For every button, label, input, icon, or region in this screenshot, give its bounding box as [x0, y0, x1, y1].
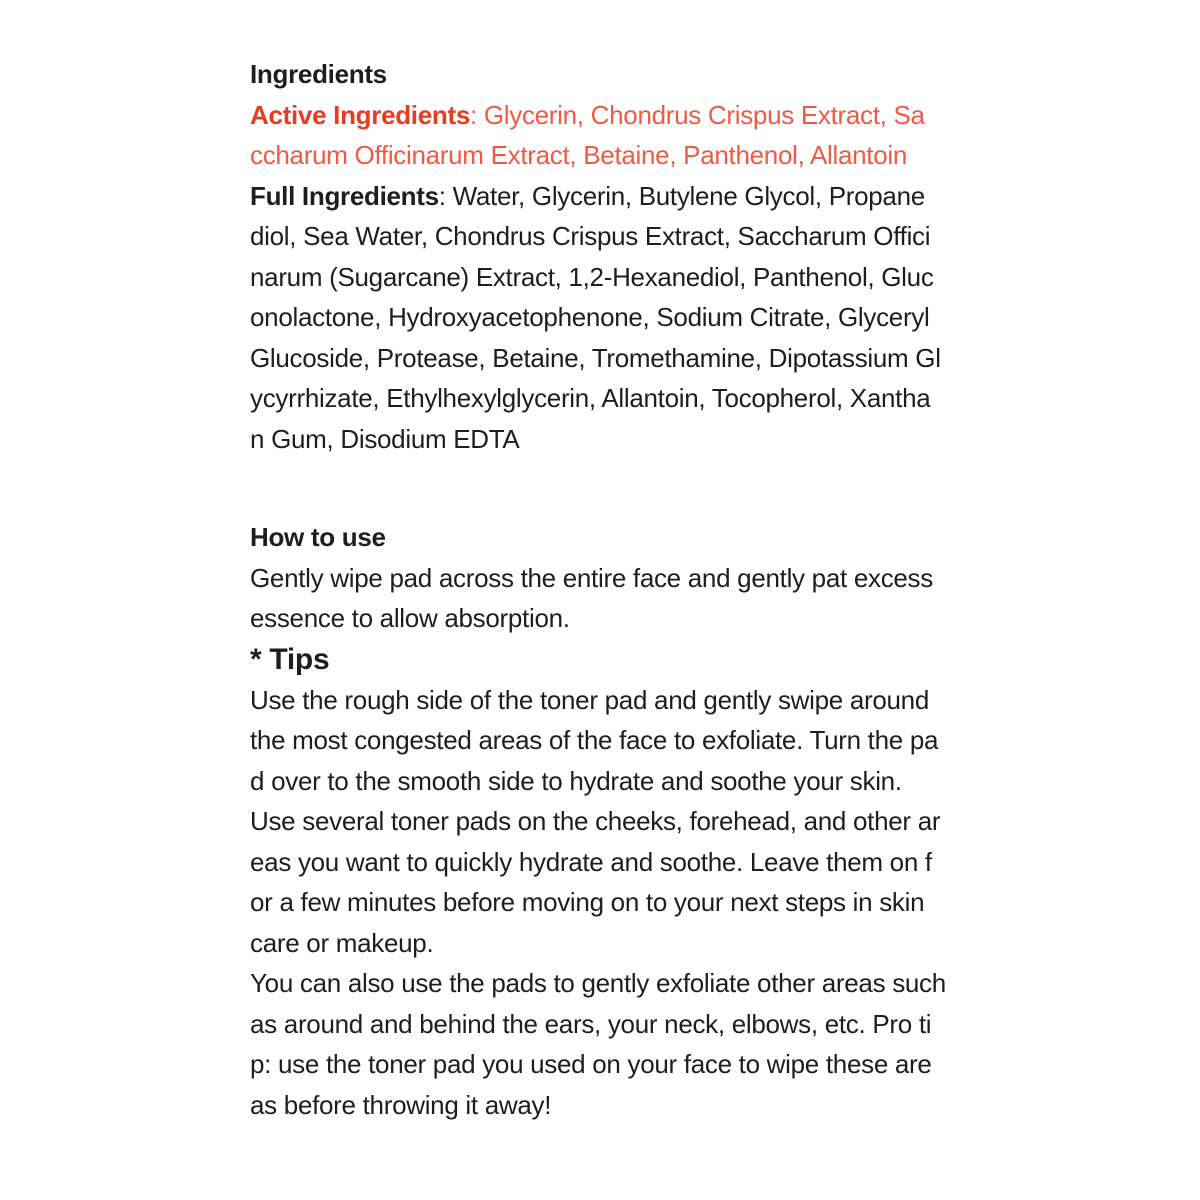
- tips-line: the most congested areas of the face to exfoliate. Turn the pa: [250, 725, 939, 755]
- tips-line: Use several toner pads on the cheeks, forehead, and other ar: [250, 806, 941, 836]
- ingredients-heading: Ingredients: [250, 59, 387, 89]
- full-ingredients-line: [250, 176, 1010, 217]
- tips-line: You can also use the pads to gently exfoliate other areas such: [250, 968, 946, 998]
- how-to-use-heading: How to use: [250, 522, 386, 552]
- active-ingredients-label: Active Ingredients: [250, 99, 470, 130]
- tips-line: d over to the smooth side to hydrate and soothe your skin.: [250, 765, 902, 796]
- tips-line: or a few minutes before moving on to your next steps in skin: [250, 887, 925, 917]
- active-ingredients-line: ccharum Officinarum Extract, Betaine, Panthenol, Allantoin: [250, 140, 908, 170]
- tips-heading: * Tips: [250, 642, 330, 676]
- full-ingredients-line: Glucoside, Protease, Betaine, Tromethamine, Dipotassium Gl: [250, 342, 941, 373]
- tips-line: eas you want to quickly hydrate and soothe. Leave them on f: [250, 846, 932, 877]
- full-ingredients-line: ycyrrhizate, Ethylhexylglycerin, Allantoin, Tocopherol, Xantha: [250, 383, 931, 413]
- tips-line: as before throwing it away!: [250, 1089, 552, 1120]
- active-ingredients-text: : Glycerin, Chondrus Crispus Extract, Sa: [470, 99, 925, 130]
- tips-line: Use the rough side of the toner pad and gently swipe around: [250, 684, 929, 715]
- tips-line: care or makeup.: [250, 927, 434, 958]
- full-ingredients-line: narum (Sugarcane) Extract, 1,2-Hexanediol, Panthenol, Gluc: [250, 261, 934, 292]
- section-spacer: [250, 459, 1010, 517]
- full-ingredients-line: diol, Sea Water, Chondrus Crispus Extract, Saccharum Offici: [250, 221, 931, 251]
- how-to-use-line: Gently wipe pad across the entire face and gently pat excess: [250, 562, 933, 593]
- full-ingredients-text: : Water, Glycerin, Butylene Glycol, Propane: [438, 180, 925, 211]
- full-ingredients-label: Full Ingredients: [250, 180, 439, 211]
- tips-line: as around and behind the ears, your neck, elbows, etc. Pro ti: [250, 1008, 932, 1039]
- tips-line: p: use the toner pad you used on your face to wipe these are: [250, 1049, 932, 1079]
- how-to-use-line: essence to allow absorption.: [250, 603, 570, 633]
- product-description: [250, 54, 1010, 1125]
- full-ingredients-line: onolactone, Hydroxyacetophenone, Sodium Citrate, Glyceryl: [250, 302, 930, 332]
- full-ingredients-line: n Gum, Disodium EDTA: [250, 423, 520, 454]
- active-ingredients-line: [250, 95, 1010, 136]
